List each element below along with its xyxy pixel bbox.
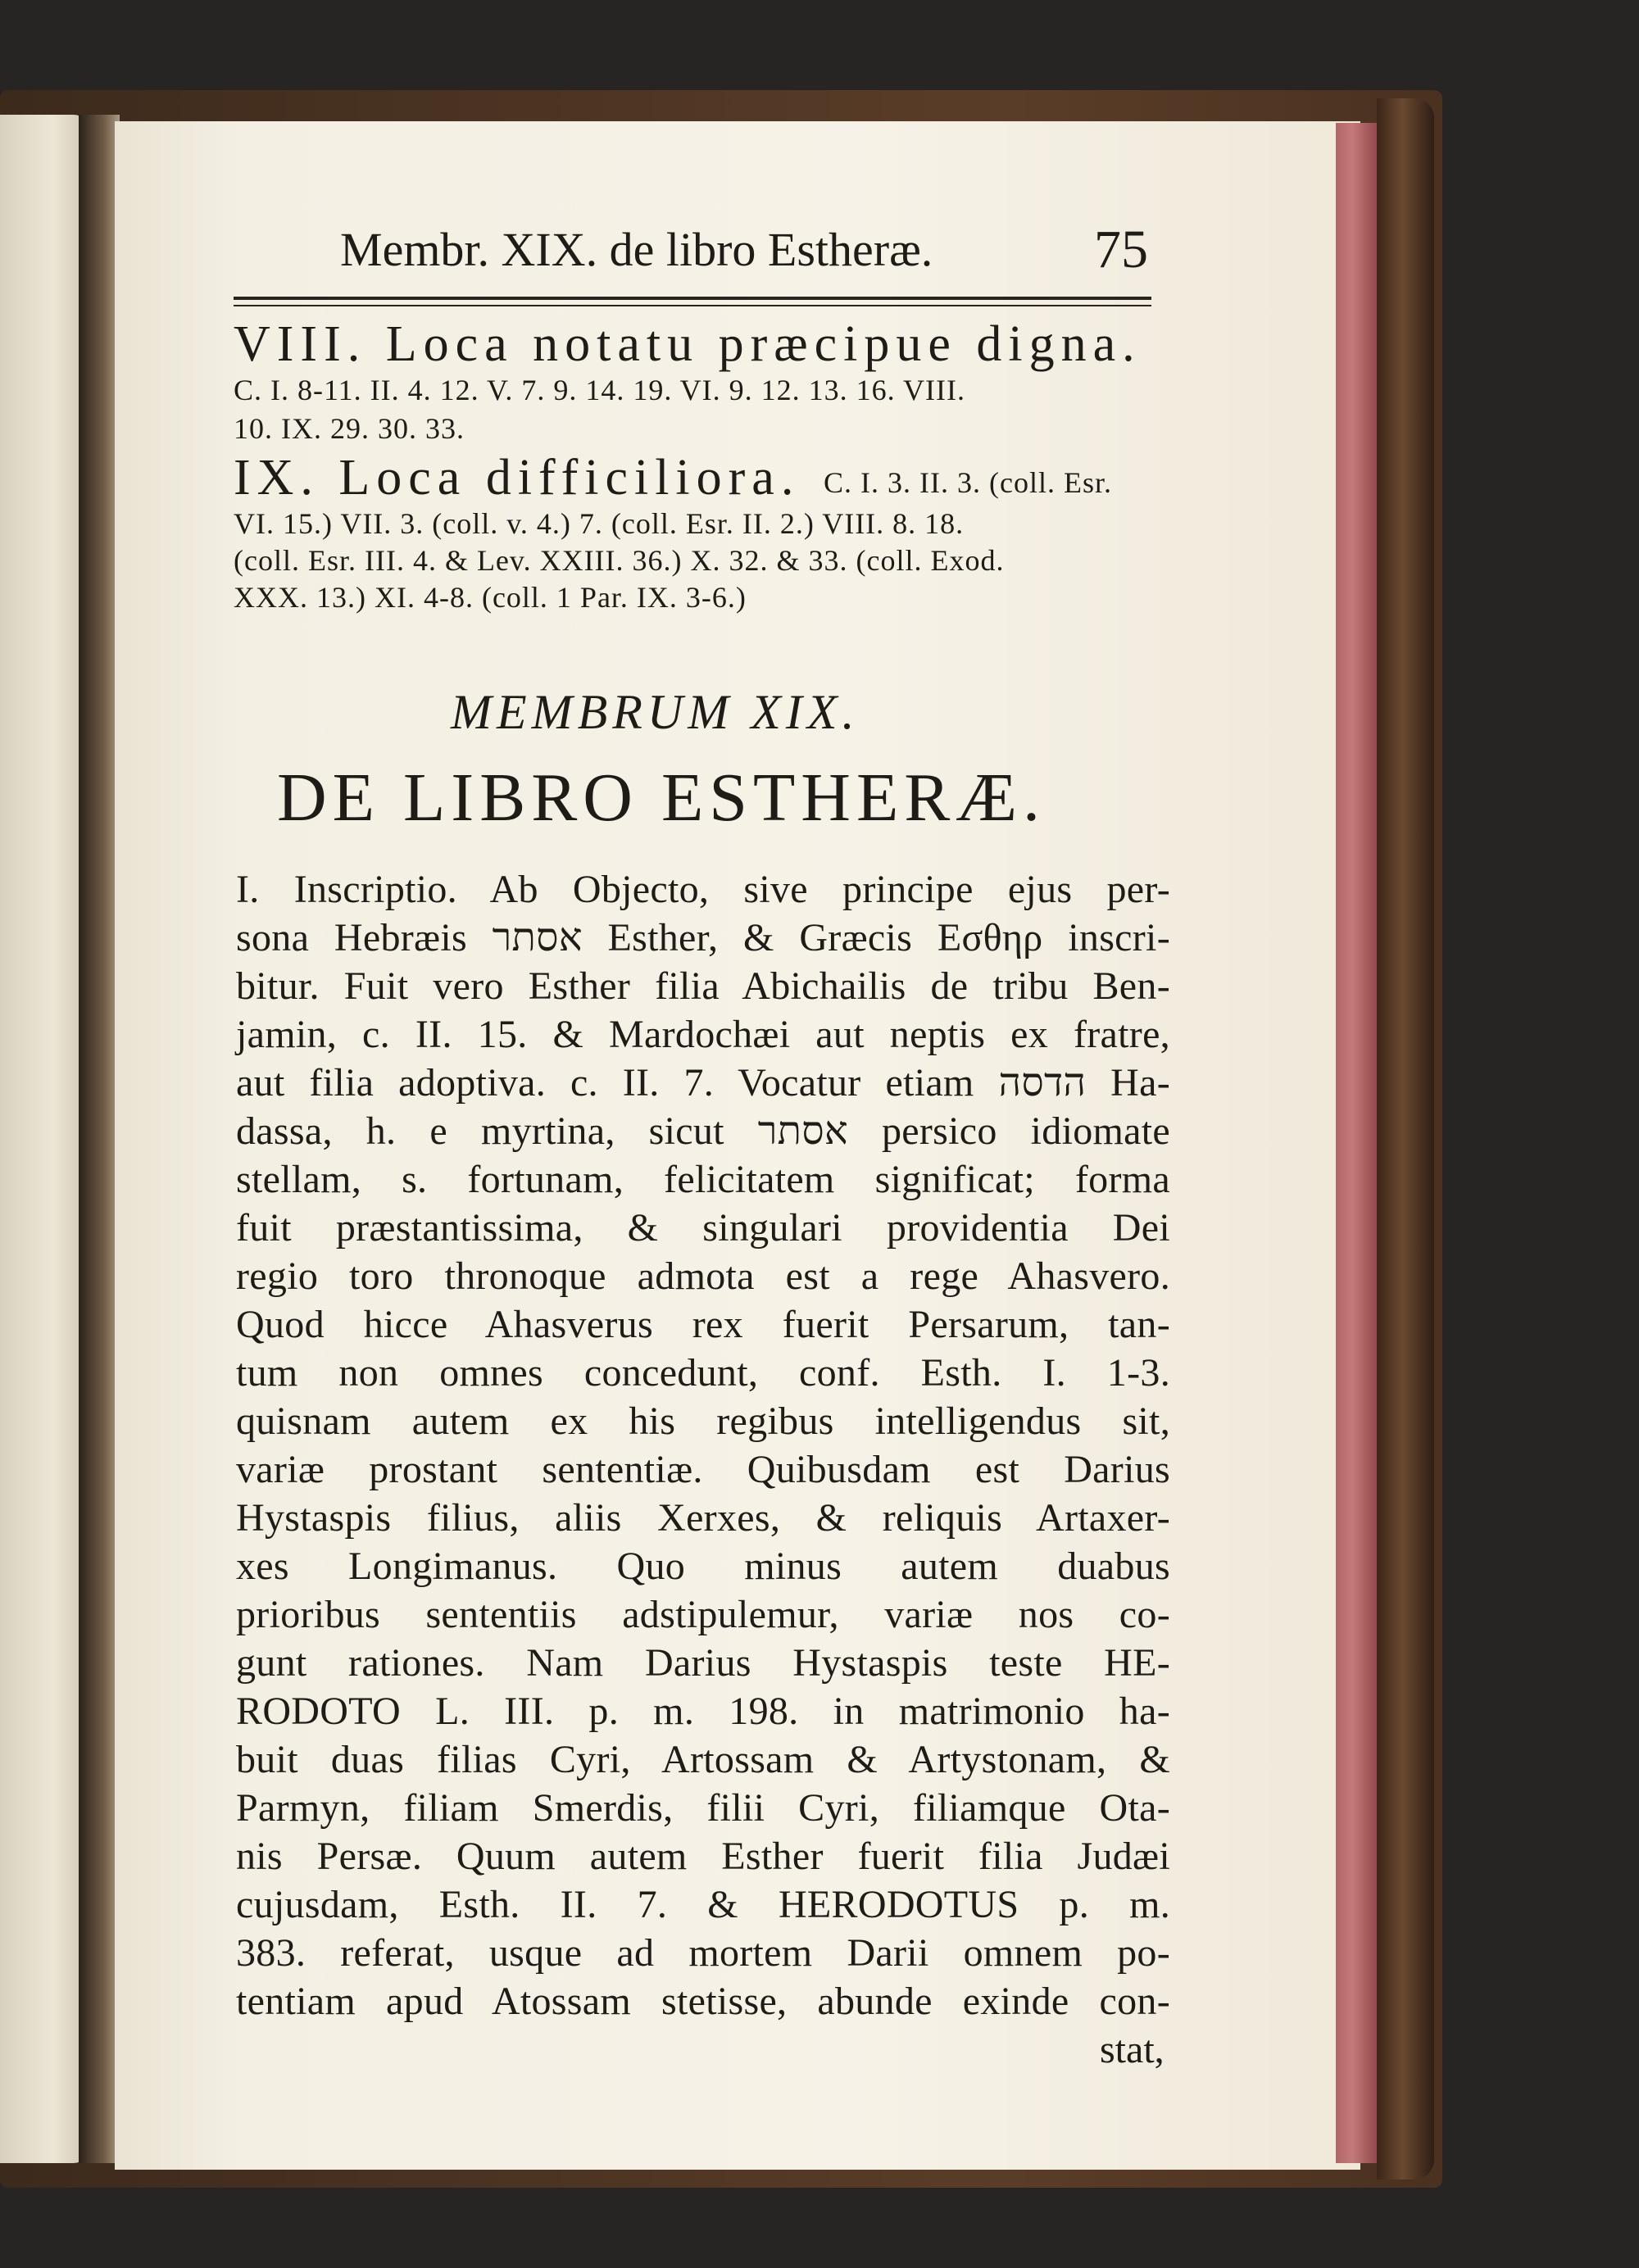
body-line: nis Persæ. Quum autem Esther fuerit filia Judæi bbox=[236, 1835, 1170, 1878]
body-line: variæ prostant sententiæ. Quibusdam est Darius bbox=[236, 1448, 1170, 1491]
body-line: dassa, h. e myrtina, sicut אסתר persico idiomate bbox=[236, 1109, 1170, 1153]
section-ix-refs-line: (coll. Esr. III. 4. & Lev. XXIII. 36.) X. 32. & 33. (coll. Exod. bbox=[234, 544, 1005, 577]
body-line: aut filia adoptiva. c. II. 7. Vocatur etiam הדסה Ha- bbox=[236, 1061, 1170, 1105]
body-line: RODOTO L. III. p. m. 198. in matrimonio ha- bbox=[236, 1690, 1170, 1733]
chapter-title: DE LIBRO ESTHERÆ. bbox=[277, 760, 1046, 836]
book-gutter bbox=[79, 115, 120, 2163]
section-viii-refs-line: C. I. 8-11. II. 4. 12. V. 7. 9. 14. 19. VI. 9. 12. 13. 16. VIII. bbox=[234, 374, 965, 406]
section-ix-label: IX. Loca difficiliora. bbox=[234, 450, 801, 506]
body-line: sona Hebræis אסתר Esther, & Græcis Εσθηρ inscri- bbox=[236, 916, 1170, 959]
body-line: fuit præstantissima, & singulari providentia Dei bbox=[236, 1206, 1170, 1250]
body-line: tum non omnes concedunt, conf. Esth. I. 1-3. bbox=[236, 1351, 1170, 1395]
section-viii-label: VIII. Loca notatu præcipue digna. bbox=[234, 316, 1142, 372]
running-head-block bbox=[340, 221, 1160, 279]
body-line: stellam, s. fortunam, felicitatem significat; forma bbox=[236, 1158, 1170, 1201]
header-rule-thin bbox=[234, 305, 1151, 306]
body-line: jamin, c. II. 15. & Mardochæi aut neptis ex fratre, bbox=[236, 1013, 1170, 1056]
body-line: tentiam apud Atossam stetisse, abunde exinde con- bbox=[236, 1980, 1170, 2023]
section-ix-refs-first: C. I. 3. II. 3. (coll. Esr. bbox=[824, 466, 1112, 499]
body-line: buit duas filias Cyri, Artossam & Artystonam, & bbox=[236, 1738, 1170, 1781]
section-viii-refs-line: 10. IX. 29. 30. 33. bbox=[234, 412, 465, 445]
left-page-edge bbox=[0, 115, 89, 2163]
red-page-edges bbox=[1336, 123, 1377, 2163]
body-line: 383. referat, usque ad mortem Darii omnem po- bbox=[236, 1931, 1170, 1975]
catchword: stat, bbox=[1100, 2028, 1165, 2071]
membrum-heading: MEMBRUM XIX. bbox=[451, 685, 860, 739]
page-number: 75 bbox=[1094, 220, 1148, 279]
body-line: Quod hicce Ahasverus rex fuerit Persarum, tan- bbox=[236, 1303, 1170, 1346]
body-line: regio toro thronoque admota est a rege Ahasvero. bbox=[236, 1254, 1170, 1298]
section-ix-refs-line: XXX. 13.) XI. 4-8. (coll. 1 Par. IX. 3-6.) bbox=[234, 581, 747, 614]
section-ix-refs-line: VI. 15.) VII. 3. (coll. v. 4.) 7. (coll. Esr. II. 2.) VIII. 8. 18. bbox=[234, 507, 965, 540]
cover-edge bbox=[1377, 98, 1434, 2180]
body-line: quisnam autem ex his regibus intelligendus sit, bbox=[236, 1399, 1170, 1443]
body-line: Hystaspis filius, aliis Xerxes, & reliquis Artaxer- bbox=[236, 1496, 1170, 1540]
body-line: gunt rationes. Nam Darius Hystaspis teste HE- bbox=[236, 1641, 1170, 1685]
body-line: bitur. Fuit vero Esther filia Abichailis de tribu Ben- bbox=[236, 964, 1170, 1008]
body-line: xes Longimanus. Quo minus autem duabus bbox=[236, 1545, 1170, 1588]
running-head: Membr. XIX. de libro Estheræ. bbox=[340, 223, 933, 276]
body-line: cujusdam, Esth. II. 7. & HERODOTUS p. m. bbox=[236, 1883, 1170, 1926]
body-line: prioribus sententiis adstipulemur, variæ nos co- bbox=[236, 1593, 1170, 1636]
body-line: I. Inscriptio. Ab Objecto, sive principe ejus per- bbox=[236, 868, 1170, 911]
header-rule bbox=[234, 297, 1151, 300]
body-line: Parmyn, filiam Smerdis, filii Cyri, filiamque Ota- bbox=[236, 1786, 1170, 1830]
